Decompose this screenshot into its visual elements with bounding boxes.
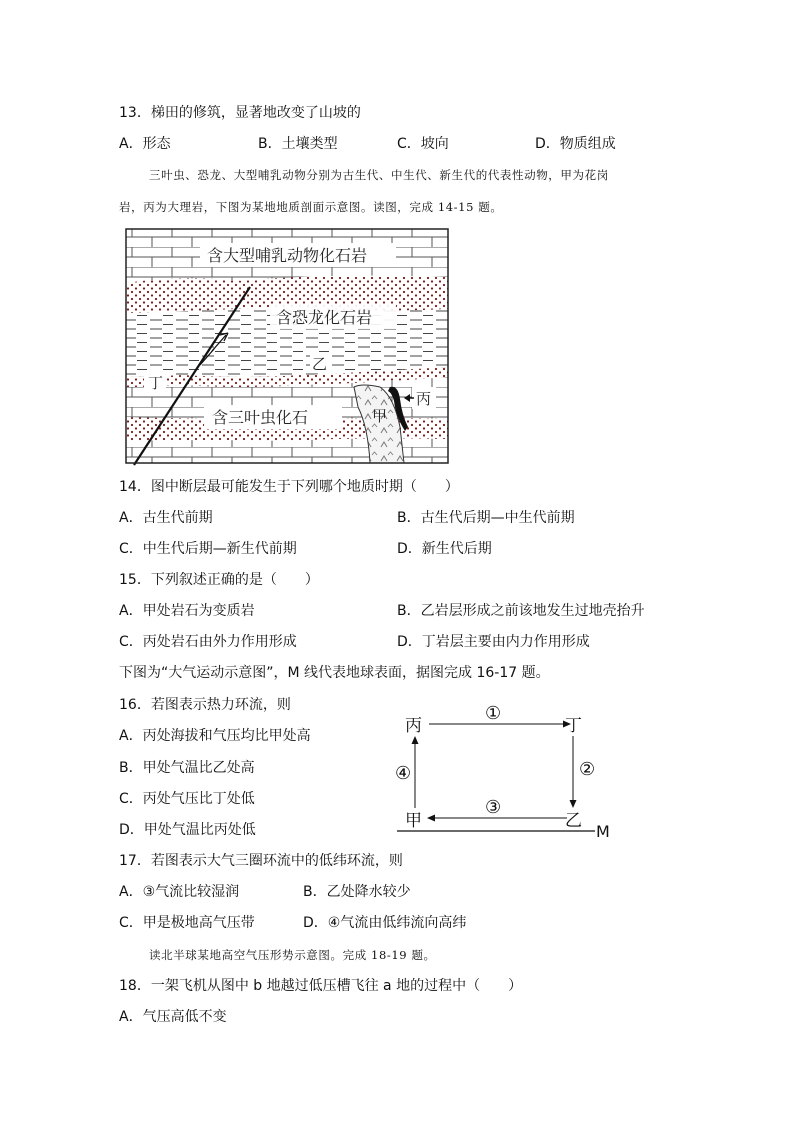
geologic-section-figure [122,227,452,467]
q13-option-a: A．形态 [119,136,171,152]
q14-option-c: C．中生代后期—新生代前期 [119,541,297,557]
q16-option-c: C．丙处气压比丁处低 [119,791,255,807]
q17-option-a: A．③气流比较湿润 [119,884,240,900]
atm-label-m: M [596,822,610,841]
label-jia: 甲 [372,407,388,425]
q15-option-d: D．丁岩层主要由内力作用形成 [397,634,590,650]
q18-stem: 18．一架飞机从图中 b 地越过低压槽飞往 a 地的过程中（ ） [119,978,523,994]
q14-stem: 14．图中断层最可能发生于下列哪个地质时期（ ） [119,479,459,495]
label-yi: 乙 [312,355,328,373]
atm-arrow-2: ② [579,759,596,780]
q15-stem: 15．下列叙述正确的是（ ） [119,572,319,588]
label-trilobite-fossil: 含三叶虫化石 [212,408,309,427]
q17-stem: 17．若图表示大气三圈环流中的低纬环流，则 [119,853,403,869]
atmospheric-motion-figure [395,700,620,845]
intro-18-19: 读北半球某地高空气压形势示意图。完成 18-19 题。 [149,948,436,962]
q17-option-b: B．乙处降水较少 [303,884,411,900]
q14-option-a: A．古生代前期 [119,510,213,526]
q14-option-d: D．新生代后期 [397,541,492,557]
label-bing: 丙 [416,390,432,408]
q18-option-a: A．气压高低不变 [119,1009,227,1025]
q13-option-d: D．物质组成 [535,136,616,152]
atm-label-jia: 甲 [405,811,422,831]
atm-label-yi: 乙 [565,811,582,831]
q16-option-a: A．丙处海拔和气压均比甲处高 [119,728,311,744]
q13-option-c: C．坡向 [397,136,449,152]
intro-14-15-line2: 岩，丙为大理岩，下图为某地地质剖面示意图。读图，完成 14-15 题。 [119,200,503,214]
q13-stem: 13．梯田的修筑，显著地改变了山坡的 [119,105,361,121]
intro-16-17: 下图为“大气运动示意图”，M 线代表地球表面，据图完成 16-17 题。 [119,665,550,681]
atm-arrow-3: ③ [485,797,502,818]
q16-stem: 16．若图表示热力环流，则 [119,697,291,713]
atm-label-bing: 丙 [405,716,422,736]
atm-label-ding: 丁 [565,716,582,736]
q17-option-d: D．④气流由低纬流向高纬 [303,915,467,931]
q14-option-b: B．古生代后期—中生代前期 [397,510,575,526]
atm-arrow-1: ① [485,703,502,724]
q15-option-a: A．甲处岩石为变质岩 [119,603,255,619]
label-dinosaur-fossil-rock: 含恐龙化石岩 [276,308,373,327]
atm-arrow-4: ④ [395,763,412,784]
q13-option-b: B．土壤类型 [258,136,338,152]
q17-option-c: C．甲是极地高气压带 [119,915,255,931]
q15-option-b: B．乙岩层形成之前该地发生过地壳抬升 [397,603,645,619]
q16-option-b: B．甲处气温比乙处高 [119,760,255,776]
q16-option-d: D．甲处气温比丙处低 [119,822,256,838]
label-mammal-fossil-rock: 含大型哺乳动物化石岩 [207,246,368,265]
intro-14-15-line1: 三叶虫、恐龙、大型哺乳动物分别为古生代、中生代、新生代的代表性动物，甲为花岗 [149,168,609,182]
label-ding: 丁 [148,374,164,392]
q15-option-c: C．丙处岩石由外力作用形成 [119,634,297,650]
